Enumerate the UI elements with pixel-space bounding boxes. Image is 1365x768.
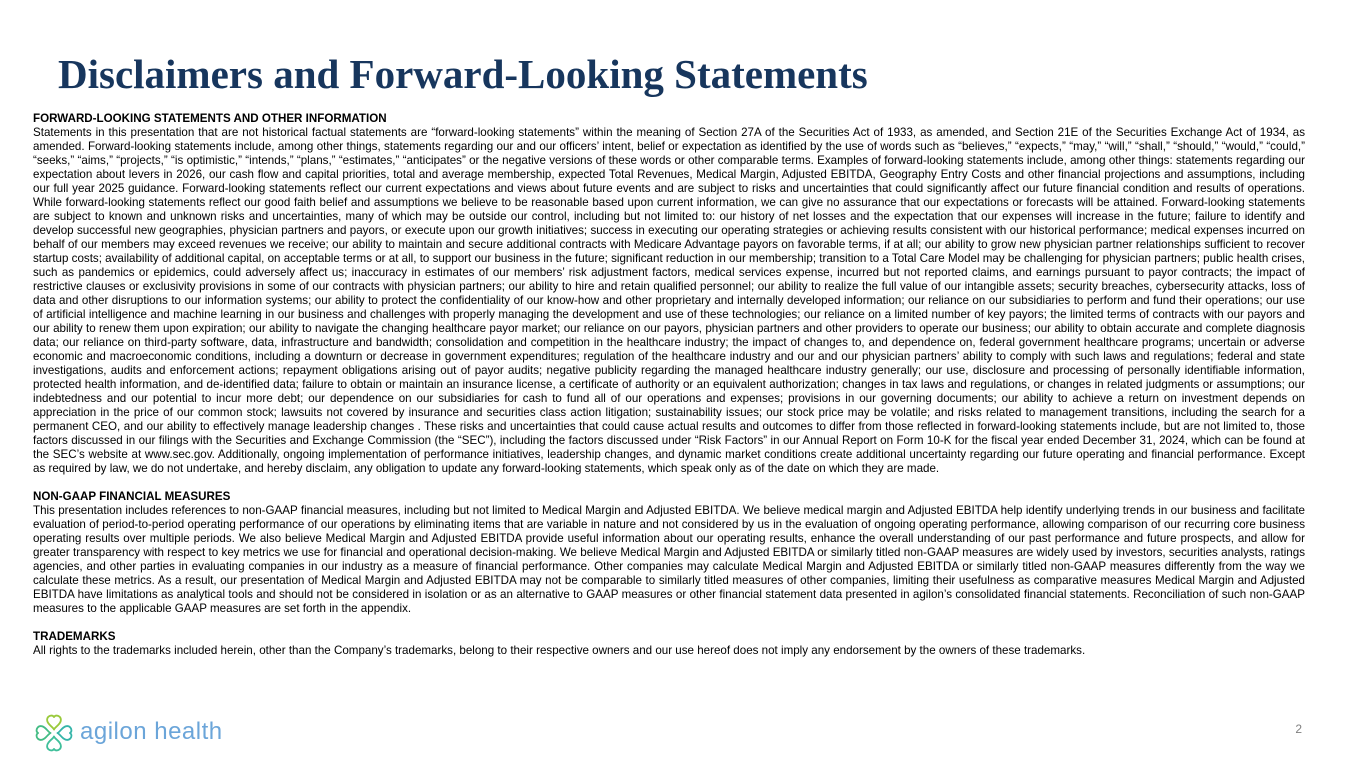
page-title: Disclaimers and Forward-Looking Statements [58,51,868,97]
section-body-non-gaap: This presentation includes references to non-GAAP financial measures, including but not limited to Medical Margin and Adjusted EBITDA. We believe medical margin and Adjusted EBITDA help identify underlying trends in our business and facilitate evaluation of period-to-period operating performance of our operations by eliminating items that are variable in nature and not considered by us in the evaluation of ongoing operating performance, allowing comparison of our recurring core business operating results over multiple periods. We also believe Medical Margin and Adjusted EBITDA provide useful information about our operating results, enhance the overall understanding of our past performance and future prospects, and allow for greater transparency with respect to key metrics we use for financial and operational decision-making. We believe Medical Margin and Adjusted EBITDA or similarly titled non-GAAP measures are widely used by investors, securities analysts, ratings agencies, and other parties in evaluating companies in our industry as a measure of financial performance. Other companies may calculate Medical Margin and Adjusted EBITDA or similarly titled non-GAAP measures differently from the way we calculate these metrics. As a result, our presentation of Medical Margin and Adjusted EBITDA may not be comparable to similarly titled measures of other companies, limiting their usefulness as comparative measures Medical Margin and Adjusted EBITDA have limitations as analytical tools and should not be considered in isolation or as an alternative to GAAP measures or other financial statement data presented in agilon’s consolidated financial statements. Reconciliation of such non-GAAP measures to the applicable GAAP measures are set forth in the appendix. [33,504,1305,615]
section-heading-forward-looking: FORWARD-LOOKING STATEMENTS AND OTHER INFORMATION [33,112,387,125]
agilon-health-logo [35,714,223,752]
slide-footer [0,710,1365,768]
section-non-gaap [33,490,1305,616]
page-number: 2 [1295,722,1302,736]
section-body-forward-looking: Statements in this presentation that are not historical factual statements are “forward-looking statements” within the meaning of Section 27A of the Securities Act of 1933, as amended, and Section 21E of the Securities Exchange Act of 1934, as amended. Forward-looking statements include, among other things, statements regarding our and our officers’ intent, belief or expectation as identified by the use of words such as “believes,” “expects,” “may,” “will,” “shall,” “should,” “would,” “could,” “seeks,” “aims,” “projects,” “is optimistic,” “intends,” “plans,” “estimates,” “anticipates” or the negative versions of these words or other comparable terms. Examples of forward-looking statements include, among other things: statements regarding our expectation about levers in 2026, our cash flow and capital priorities, total and average membership, expected Total Revenues, Medical Margin, Adjusted EBITDA, Geography Entry Costs and other financial projections and assumptions, including our full year 2025 guidance. Forward-looking statements reflect our current expectations and views about future events and are subject to risks and uncertainties that could significantly affect our future financial condition and results of operations. While forward-looking statements reflect our good faith belief and assumptions we believe to be reasonable based upon current information, we can give no assurance that our expectations or forecasts will be attained. Forward-looking statements are subject to known and unknown risks and uncertainties, many of which may be outside our control, including but not limited to: our history of net losses and the expectation that our expenses will increase in the future; failure to identify and develop successful new geographies, physician partners and payors, or execute upon our growth initiatives; success in executing our operating strategies or achieving results consistent with our historical performance; medical expenses incurred on behalf of our members may exceed revenues we receive; our ability to maintain and secure additional contracts with Medicare Advantage payors on favorable terms, if at all; our ability to grow new physician partner relationships sufficient to recover startup costs; availability of additional capital, on acceptable terms or at all, to support our business in the future; significant reduction in our membership; transition to a Total Care Model may be challenging for physician partners; public health crises, such as pandemics or epidemics, could adversely affect us; inaccuracy in estimates of our members’ risk adjustment factors, medical services expense, incurred but not reported claims, and earnings pursuant to payor contracts; the impact of restrictive clauses or exclusivity provisions in some of our contracts with physician partners; our ability to hire and retain qualified personnel; our ability to realize the full value of our intangible assets; security breaches, cybersecurity attacks, loss of data and other disruptions to our information systems; our ability to protect the confidentiality of our know-how and other proprietary and internally developed information; our reliance on our subsidiaries to perform and fund their operations; our use of artificial intelligence and machine learning in our business and challenges with properly managing the development and use of these technologies; our reliance on a limited number of key payors; the limited terms of contracts with our payors and our ability to renew them upon expiration; our ability to navigate the changing healthcare payor market; our reliance on our payors, physician partners and other providers to operate our business; our ability to obtain accurate and complete diagnosis data; our reliance on third-party software, data, infrastructure and bandwidth; consolidation and competition in the healthcare industry; the impact of changes to, and dependence on, federal government healthcare programs; uncertain or adverse economic and macroeconomic conditions, including a downturn or decrease in government expenditures; regulation of the healthcare industry and our and our physician partners’ ability to comply with such laws and regulations; federal and state investigations, audits and enforcement actions; repayment obligations arising out of payor audits; negative publicity regarding the managed healthcare industry generally; our use, disclosure and processing of personally identifiable information, protected health information, and de-identified data; failure to obtain or maintain an insurance license, a certificate of authority or an equivalent authorization; changes in tax laws and regulations, or changes in related judgments or assumptions; our indebtedness and our potential to incur more debt; our dependence on our subsidiaries for cash to fund all of our operations and expenses; provisions in our governing documents; our ability to achieve a return on investment depends on appreciation in the price of our common stock; lawsuits not covered by insurance and securities class action litigation; sustainability issues; our stock price may be volatile; and risks related to management transitions, including the search for a permanent CEO, and our ability to effectively manage leadership changes . These risks and uncertainties that could cause actual results and outcomes to differ from those reflected in forward-looking statements include, but are not limited to, those factors discussed in our filings with the Securities and Exchange Commission (the “SEC”), including the factors discussed under “Risk Factors” in our Annual Report on Form 10-K for the fiscal year ended December 31, 2024, which can be found at the SEC’s website at www.sec.gov. Additionally, ongoing implementation of performance initiatives, leadership changes, and dynamic market conditions create additional uncertainty regarding our future operating and financial performance. Except as required by law, we do not undertake, and hereby disclaim, any obligation to update any forward-looking statements, which speak only as of the date on which they are made. [33,126,1305,475]
clover-hearts-icon [35,714,73,752]
section-heading-trademarks: TRADEMARKS [33,630,116,643]
disclaimer-content [33,112,1305,672]
section-body-trademarks: All rights to the trademarks included herein, other than the Company’s trademarks, belong to their respective owners and our use hereof does not imply any endorsement by the owners of these trademarks. [33,644,1086,657]
section-trademarks [33,630,1305,658]
logo-text: agilon health [80,718,223,745]
section-forward-looking [33,112,1305,476]
section-heading-non-gaap: NON-GAAP FINANCIAL MEASURES [33,490,231,503]
